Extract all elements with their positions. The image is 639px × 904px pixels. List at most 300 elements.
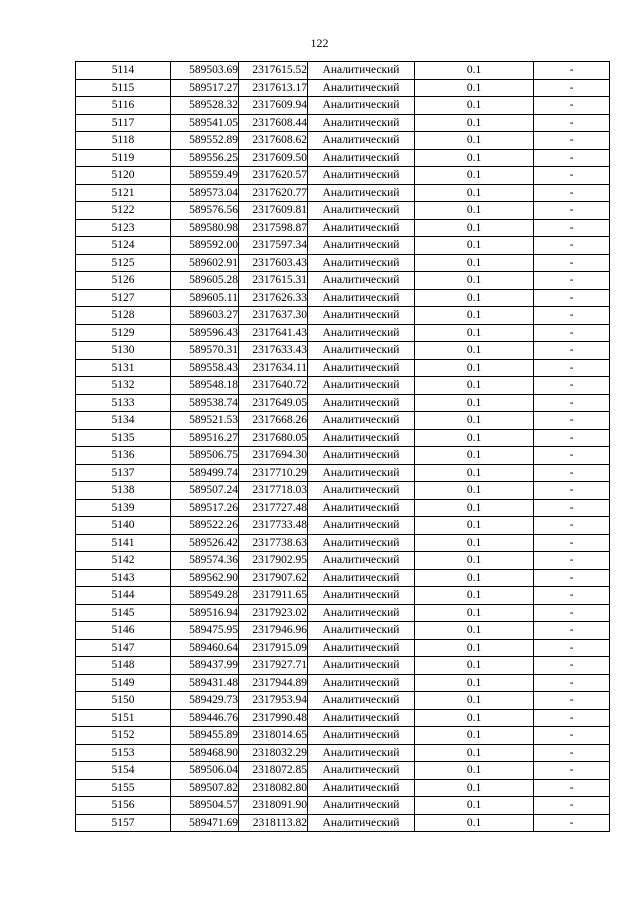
- x-coordinate-cell: 589517.26: [171, 499, 239, 517]
- y-coordinate-cell: 2317620.77: [239, 184, 308, 202]
- table-row: [76, 779, 610, 797]
- point-number-cell: 5130: [76, 342, 171, 360]
- accuracy-cell: 0.1: [415, 359, 534, 377]
- note-cell: -: [534, 569, 610, 587]
- table-row: [76, 359, 610, 377]
- point-number-cell: 5122: [76, 202, 171, 220]
- accuracy-cell: 0.1: [415, 184, 534, 202]
- y-coordinate-cell: 2317637.30: [239, 307, 308, 325]
- method-cell: Аналитический: [308, 219, 415, 237]
- note-cell: -: [534, 342, 610, 360]
- table-row: [76, 114, 610, 132]
- method-cell: Аналитический: [308, 534, 415, 552]
- x-coordinate-cell: 589562.90: [171, 569, 239, 587]
- y-coordinate-cell: 2317733.48: [239, 517, 308, 535]
- point-number-cell: 5140: [76, 517, 171, 535]
- x-coordinate-cell: 589528.32: [171, 97, 239, 115]
- point-number-cell: 5150: [76, 692, 171, 710]
- method-cell: Аналитический: [308, 657, 415, 675]
- accuracy-cell: 0.1: [415, 167, 534, 185]
- method-cell: Аналитический: [308, 779, 415, 797]
- y-coordinate-cell: 2318014.65: [239, 727, 308, 745]
- accuracy-cell: 0.1: [415, 272, 534, 290]
- x-coordinate-cell: 589549.28: [171, 587, 239, 605]
- method-cell: Аналитический: [308, 272, 415, 290]
- note-cell: -: [534, 622, 610, 640]
- x-coordinate-cell: 589504.57: [171, 797, 239, 815]
- y-coordinate-cell: 2317608.44: [239, 114, 308, 132]
- table-row: [76, 79, 610, 97]
- method-cell: Аналитический: [308, 202, 415, 220]
- point-number-cell: 5121: [76, 184, 171, 202]
- accuracy-cell: 0.1: [415, 639, 534, 657]
- method-cell: Аналитический: [308, 762, 415, 780]
- x-coordinate-cell: 589521.53: [171, 412, 239, 430]
- accuracy-cell: 0.1: [415, 534, 534, 552]
- point-number-cell: 5119: [76, 149, 171, 167]
- method-cell: Аналитический: [308, 62, 415, 80]
- method-cell: Аналитический: [308, 814, 415, 832]
- x-coordinate-cell: 589592.00: [171, 237, 239, 255]
- point-number-cell: 5146: [76, 622, 171, 640]
- note-cell: -: [534, 289, 610, 307]
- y-coordinate-cell: 2317608.62: [239, 132, 308, 150]
- accuracy-cell: 0.1: [415, 569, 534, 587]
- note-cell: -: [534, 447, 610, 465]
- y-coordinate-cell: 2317902.95: [239, 552, 308, 570]
- x-coordinate-cell: 589507.82: [171, 779, 239, 797]
- method-cell: Аналитический: [308, 184, 415, 202]
- table-row: [76, 272, 610, 290]
- method-cell: Аналитический: [308, 797, 415, 815]
- table-row: [76, 149, 610, 167]
- x-coordinate-cell: 589517.27: [171, 79, 239, 97]
- y-coordinate-cell: 2318072.85: [239, 762, 308, 780]
- method-cell: Аналитический: [308, 132, 415, 150]
- page-number: 122: [310, 36, 329, 50]
- table-row: [76, 587, 610, 605]
- method-cell: Аналитический: [308, 167, 415, 185]
- point-number-cell: 5153: [76, 744, 171, 762]
- x-coordinate-cell: 589446.76: [171, 709, 239, 727]
- point-number-cell: 5123: [76, 219, 171, 237]
- method-cell: Аналитический: [308, 412, 415, 430]
- accuracy-cell: 0.1: [415, 377, 534, 395]
- note-cell: -: [534, 202, 610, 220]
- method-cell: Аналитический: [308, 604, 415, 622]
- x-coordinate-cell: 589455.89: [171, 727, 239, 745]
- point-number-cell: 5143: [76, 569, 171, 587]
- x-coordinate-cell: 589558.43: [171, 359, 239, 377]
- y-coordinate-cell: 2317641.43: [239, 324, 308, 342]
- table-row: [76, 482, 610, 500]
- note-cell: -: [534, 359, 610, 377]
- x-coordinate-cell: 589506.04: [171, 762, 239, 780]
- method-cell: Аналитический: [308, 114, 415, 132]
- point-number-cell: 5118: [76, 132, 171, 150]
- y-coordinate-cell: 2317620.57: [239, 167, 308, 185]
- method-cell: Аналитический: [308, 727, 415, 745]
- x-coordinate-cell: 589552.89: [171, 132, 239, 150]
- x-coordinate-cell: 589605.28: [171, 272, 239, 290]
- accuracy-cell: 0.1: [415, 412, 534, 430]
- note-cell: -: [534, 412, 610, 430]
- method-cell: Аналитический: [308, 639, 415, 657]
- table-row: [76, 464, 610, 482]
- y-coordinate-cell: 2317603.43: [239, 254, 308, 272]
- accuracy-cell: 0.1: [415, 517, 534, 535]
- note-cell: -: [534, 184, 610, 202]
- table-row: [76, 692, 610, 710]
- note-cell: -: [534, 114, 610, 132]
- y-coordinate-cell: 2317915.09: [239, 639, 308, 657]
- x-coordinate-cell: 589471.69: [171, 814, 239, 832]
- note-cell: -: [534, 499, 610, 517]
- method-cell: Аналитический: [308, 447, 415, 465]
- x-coordinate-cell: 589429.73: [171, 692, 239, 710]
- accuracy-cell: 0.1: [415, 552, 534, 570]
- note-cell: -: [534, 674, 610, 692]
- x-coordinate-cell: 589580.98: [171, 219, 239, 237]
- coordinates-table-body: [76, 62, 610, 832]
- accuracy-cell: 0.1: [415, 149, 534, 167]
- accuracy-cell: 0.1: [415, 604, 534, 622]
- method-cell: Аналитический: [308, 674, 415, 692]
- note-cell: -: [534, 79, 610, 97]
- method-cell: Аналитический: [308, 79, 415, 97]
- x-coordinate-cell: 589507.24: [171, 482, 239, 500]
- y-coordinate-cell: 2317613.17: [239, 79, 308, 97]
- table-row: [76, 517, 610, 535]
- point-number-cell: 5117: [76, 114, 171, 132]
- method-cell: Аналитический: [308, 394, 415, 412]
- y-coordinate-cell: 2317626.33: [239, 289, 308, 307]
- table-row: [76, 499, 610, 517]
- accuracy-cell: 0.1: [415, 814, 534, 832]
- point-number-cell: 5154: [76, 762, 171, 780]
- y-coordinate-cell: 2317718.03: [239, 482, 308, 500]
- accuracy-cell: 0.1: [415, 202, 534, 220]
- accuracy-cell: 0.1: [415, 62, 534, 80]
- y-coordinate-cell: 2317923.02: [239, 604, 308, 622]
- x-coordinate-cell: 589522.26: [171, 517, 239, 535]
- method-cell: Аналитический: [308, 517, 415, 535]
- method-cell: Аналитический: [308, 482, 415, 500]
- accuracy-cell: 0.1: [415, 114, 534, 132]
- method-cell: Аналитический: [308, 149, 415, 167]
- point-number-cell: 5142: [76, 552, 171, 570]
- accuracy-cell: 0.1: [415, 709, 534, 727]
- accuracy-cell: 0.1: [415, 587, 534, 605]
- x-coordinate-cell: 589541.05: [171, 114, 239, 132]
- accuracy-cell: 0.1: [415, 762, 534, 780]
- note-cell: -: [534, 394, 610, 412]
- note-cell: -: [534, 272, 610, 290]
- x-coordinate-cell: 589468.90: [171, 744, 239, 762]
- point-number-cell: 5157: [76, 814, 171, 832]
- y-coordinate-cell: 2317609.94: [239, 97, 308, 115]
- note-cell: -: [534, 167, 610, 185]
- note-cell: -: [534, 604, 610, 622]
- note-cell: -: [534, 237, 610, 255]
- table-row: [76, 604, 610, 622]
- x-coordinate-cell: 589538.74: [171, 394, 239, 412]
- x-coordinate-cell: 589556.25: [171, 149, 239, 167]
- x-coordinate-cell: 589605.11: [171, 289, 239, 307]
- table-row: [76, 429, 610, 447]
- point-number-cell: 5156: [76, 797, 171, 815]
- y-coordinate-cell: 2317944.89: [239, 674, 308, 692]
- x-coordinate-cell: 589475.95: [171, 622, 239, 640]
- point-number-cell: 5114: [76, 62, 171, 80]
- method-cell: Аналитический: [308, 237, 415, 255]
- method-cell: Аналитический: [308, 342, 415, 360]
- point-number-cell: 5155: [76, 779, 171, 797]
- point-number-cell: 5136: [76, 447, 171, 465]
- accuracy-cell: 0.1: [415, 622, 534, 640]
- accuracy-cell: 0.1: [415, 219, 534, 237]
- accuracy-cell: 0.1: [415, 674, 534, 692]
- table-row: [76, 447, 610, 465]
- point-number-cell: 5131: [76, 359, 171, 377]
- point-number-cell: 5148: [76, 657, 171, 675]
- point-number-cell: 5144: [76, 587, 171, 605]
- method-cell: Аналитический: [308, 429, 415, 447]
- table-row: [76, 324, 610, 342]
- table-row: [76, 639, 610, 657]
- point-number-cell: 5129: [76, 324, 171, 342]
- accuracy-cell: 0.1: [415, 499, 534, 517]
- y-coordinate-cell: 2317668.26: [239, 412, 308, 430]
- point-number-cell: 5134: [76, 412, 171, 430]
- table-row: [76, 62, 610, 80]
- table-row: [76, 534, 610, 552]
- y-coordinate-cell: 2317727.48: [239, 499, 308, 517]
- x-coordinate-cell: 589506.75: [171, 447, 239, 465]
- point-number-cell: 5141: [76, 534, 171, 552]
- point-number-cell: 5135: [76, 429, 171, 447]
- table-row: [76, 569, 610, 587]
- note-cell: -: [534, 482, 610, 500]
- point-number-cell: 5115: [76, 79, 171, 97]
- method-cell: Аналитический: [308, 587, 415, 605]
- note-cell: -: [534, 307, 610, 325]
- table-row: [76, 709, 610, 727]
- y-coordinate-cell: 2317615.52: [239, 62, 308, 80]
- note-cell: -: [534, 814, 610, 832]
- table-row: [76, 552, 610, 570]
- accuracy-cell: 0.1: [415, 657, 534, 675]
- note-cell: -: [534, 254, 610, 272]
- y-coordinate-cell: 2317738.63: [239, 534, 308, 552]
- accuracy-cell: 0.1: [415, 307, 534, 325]
- method-cell: Аналитический: [308, 289, 415, 307]
- table-row: [76, 622, 610, 640]
- note-cell: -: [534, 727, 610, 745]
- x-coordinate-cell: 589548.18: [171, 377, 239, 395]
- point-number-cell: 5127: [76, 289, 171, 307]
- method-cell: Аналитический: [308, 709, 415, 727]
- y-coordinate-cell: 2317927.71: [239, 657, 308, 675]
- accuracy-cell: 0.1: [415, 429, 534, 447]
- table-row: [76, 744, 610, 762]
- x-coordinate-cell: 589602.91: [171, 254, 239, 272]
- table-row: [76, 377, 610, 395]
- method-cell: Аналитический: [308, 377, 415, 395]
- point-number-cell: 5128: [76, 307, 171, 325]
- note-cell: -: [534, 517, 610, 535]
- table-row: [76, 412, 610, 430]
- table-row: [76, 202, 610, 220]
- point-number-cell: 5138: [76, 482, 171, 500]
- note-cell: -: [534, 324, 610, 342]
- method-cell: Аналитический: [308, 552, 415, 570]
- note-cell: -: [534, 657, 610, 675]
- x-coordinate-cell: 589431.48: [171, 674, 239, 692]
- coordinates-table: [75, 61, 610, 832]
- y-coordinate-cell: 2318113.82: [239, 814, 308, 832]
- method-cell: Аналитический: [308, 97, 415, 115]
- note-cell: -: [534, 779, 610, 797]
- y-coordinate-cell: 2317990.48: [239, 709, 308, 727]
- y-coordinate-cell: 2317710.29: [239, 464, 308, 482]
- y-coordinate-cell: 2317634.11: [239, 359, 308, 377]
- table-row: [76, 219, 610, 237]
- y-coordinate-cell: 2318032.29: [239, 744, 308, 762]
- accuracy-cell: 0.1: [415, 97, 534, 115]
- x-coordinate-cell: 589576.56: [171, 202, 239, 220]
- point-number-cell: 5132: [76, 377, 171, 395]
- table-row: [76, 657, 610, 675]
- y-coordinate-cell: 2317907.62: [239, 569, 308, 587]
- note-cell: -: [534, 709, 610, 727]
- table-row: [76, 97, 610, 115]
- note-cell: -: [534, 97, 610, 115]
- note-cell: -: [534, 552, 610, 570]
- point-number-cell: 5133: [76, 394, 171, 412]
- method-cell: Аналитический: [308, 254, 415, 272]
- y-coordinate-cell: 2317609.50: [239, 149, 308, 167]
- y-coordinate-cell: 2317598.87: [239, 219, 308, 237]
- point-number-cell: 5126: [76, 272, 171, 290]
- x-coordinate-cell: 589603.27: [171, 307, 239, 325]
- y-coordinate-cell: 2317911.65: [239, 587, 308, 605]
- note-cell: -: [534, 534, 610, 552]
- accuracy-cell: 0.1: [415, 464, 534, 482]
- note-cell: -: [534, 692, 610, 710]
- method-cell: Аналитический: [308, 307, 415, 325]
- accuracy-cell: 0.1: [415, 324, 534, 342]
- accuracy-cell: 0.1: [415, 342, 534, 360]
- point-number-cell: 5125: [76, 254, 171, 272]
- accuracy-cell: 0.1: [415, 797, 534, 815]
- y-coordinate-cell: 2318091.90: [239, 797, 308, 815]
- method-cell: Аналитический: [308, 324, 415, 342]
- accuracy-cell: 0.1: [415, 289, 534, 307]
- x-coordinate-cell: 589437.99: [171, 657, 239, 675]
- note-cell: -: [534, 219, 610, 237]
- y-coordinate-cell: 2317609.81: [239, 202, 308, 220]
- point-number-cell: 5145: [76, 604, 171, 622]
- note-cell: -: [534, 639, 610, 657]
- note-cell: -: [534, 797, 610, 815]
- point-number-cell: 5147: [76, 639, 171, 657]
- accuracy-cell: 0.1: [415, 447, 534, 465]
- note-cell: -: [534, 377, 610, 395]
- table-row: [76, 254, 610, 272]
- accuracy-cell: 0.1: [415, 482, 534, 500]
- method-cell: Аналитический: [308, 359, 415, 377]
- accuracy-cell: 0.1: [415, 779, 534, 797]
- table-row: [76, 132, 610, 150]
- accuracy-cell: 0.1: [415, 237, 534, 255]
- accuracy-cell: 0.1: [415, 727, 534, 745]
- point-number-cell: 5120: [76, 167, 171, 185]
- method-cell: Аналитический: [308, 569, 415, 587]
- x-coordinate-cell: 589460.64: [171, 639, 239, 657]
- x-coordinate-cell: 589516.27: [171, 429, 239, 447]
- note-cell: -: [534, 62, 610, 80]
- x-coordinate-cell: 589570.31: [171, 342, 239, 360]
- table-row: [76, 342, 610, 360]
- point-number-cell: 5137: [76, 464, 171, 482]
- method-cell: Аналитический: [308, 692, 415, 710]
- point-number-cell: 5152: [76, 727, 171, 745]
- y-coordinate-cell: 2317640.72: [239, 377, 308, 395]
- table-row: [76, 762, 610, 780]
- x-coordinate-cell: 589516.94: [171, 604, 239, 622]
- x-coordinate-cell: 589596.43: [171, 324, 239, 342]
- point-number-cell: 5139: [76, 499, 171, 517]
- y-coordinate-cell: 2318082.80: [239, 779, 308, 797]
- point-number-cell: 5149: [76, 674, 171, 692]
- accuracy-cell: 0.1: [415, 79, 534, 97]
- x-coordinate-cell: 589559.49: [171, 167, 239, 185]
- table-row: [76, 797, 610, 815]
- point-number-cell: 5124: [76, 237, 171, 255]
- x-coordinate-cell: 589573.04: [171, 184, 239, 202]
- note-cell: -: [534, 587, 610, 605]
- table-row: [76, 814, 610, 832]
- x-coordinate-cell: 589574.36: [171, 552, 239, 570]
- table-row: [76, 167, 610, 185]
- accuracy-cell: 0.1: [415, 692, 534, 710]
- x-coordinate-cell: 589503.69: [171, 62, 239, 80]
- note-cell: -: [534, 464, 610, 482]
- table-row: [76, 237, 610, 255]
- table-row: [76, 674, 610, 692]
- y-coordinate-cell: 2317615.31: [239, 272, 308, 290]
- table-row: [76, 184, 610, 202]
- note-cell: -: [534, 132, 610, 150]
- method-cell: Аналитический: [308, 622, 415, 640]
- y-coordinate-cell: 2317633.43: [239, 342, 308, 360]
- x-coordinate-cell: 589526.42: [171, 534, 239, 552]
- table-row: [76, 307, 610, 325]
- x-coordinate-cell: 589499.74: [171, 464, 239, 482]
- accuracy-cell: 0.1: [415, 744, 534, 762]
- y-coordinate-cell: 2317953.94: [239, 692, 308, 710]
- table-row: [76, 727, 610, 745]
- table-row: [76, 394, 610, 412]
- table-row: [76, 289, 610, 307]
- accuracy-cell: 0.1: [415, 394, 534, 412]
- point-number-cell: 5116: [76, 97, 171, 115]
- accuracy-cell: 0.1: [415, 254, 534, 272]
- point-number-cell: 5151: [76, 709, 171, 727]
- note-cell: -: [534, 149, 610, 167]
- y-coordinate-cell: 2317597.34: [239, 237, 308, 255]
